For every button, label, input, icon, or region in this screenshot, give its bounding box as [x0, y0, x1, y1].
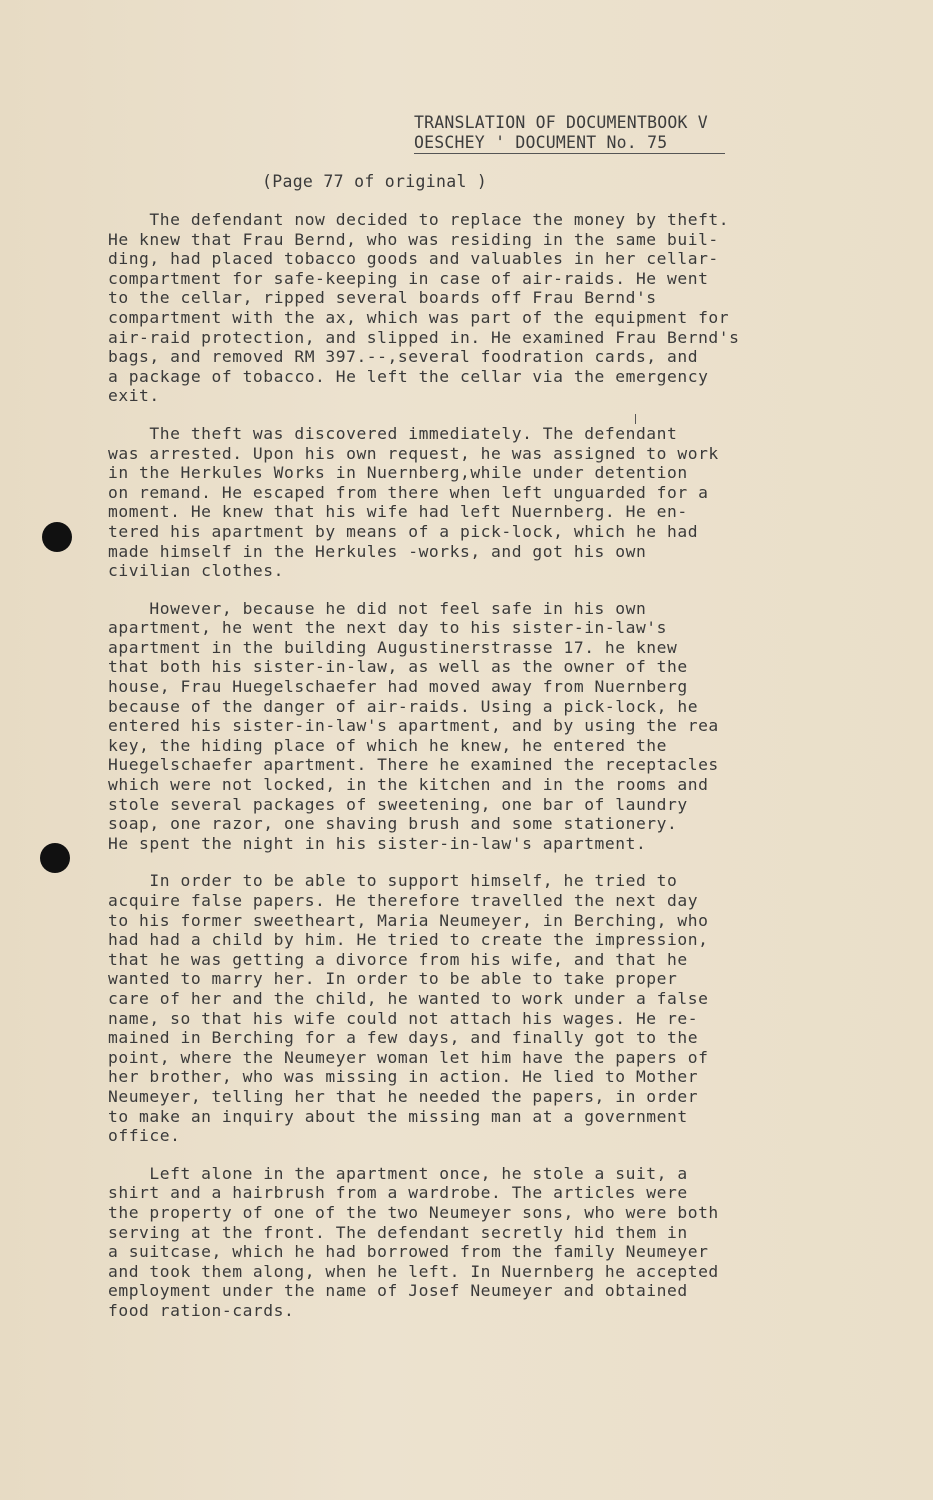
document-body [108, 210, 838, 1338]
paragraph-1: The defendant now decided to replace the money by theft. He knew that Frau Bernd, who was residing in the same buil- ding, had placed tobacco goods and valuables in her cellar- compartment for safe-keeping in case of air-raids. He went to the cellar, ripped several boards off Frau Bernd's compartment with the ax, which was part of the equipment for air-raid protection, and slipped in. He examined Frau Bernd's bags, and removed RM 397.--,several foodration cards, and a package of tobacco. He left the cellar via the emergency exit. [108, 210, 740, 406]
paragraph-3: However, because he did not feel safe in his own apartment, he went the next day to his sister-in-law's apartment in the building Augustinerstrasse 17. he knew that both his sister-in-law, as well as the owner of the house, Frau Huegelschaefer had moved away from Nuernberg because of the danger of air-raids. Using a pick-lock, he entered his sister-in-law's apartment, and by using the rea key, the hiding place of which he knew, he entered the Huegelschaefer apartment. There he examined the receptacles which were not locked, in the kitchen and in the rooms and stole several packages of sweetening, one bar of laundry soap, one razor, one shaving brush and some stationery. He spent the night in his sister-in-law's apartment. [108, 598, 719, 853]
page-reference: (Page 77 of original ) [262, 172, 488, 191]
paragraph-4: In order to be able to support himself, he tried to acquire false papers. He therefore travelled the next day to his former sweetheart, Maria Neumeyer, in Berching, who had had a child by him. He tried to create the impression, that he was getting a divorce from his wife, and that he wanted to marry her. In order to be able to take proper care of her and the child, he wanted to work under a false name, so that his wife could not attach his wages. He re- mained in Berching for a few days, and finally got to the point, where the Neumeyer woman let him have the papers of her brother, who was missing in action. He lied to Mother Neumeyer, telling her that he needed the papers, in order to make an inquiry about the missing man at a government office. [108, 871, 709, 1146]
header-title: TRANSLATION OF DOCUMENTBOOK V [414, 113, 708, 132]
header-document-number: OESCHEY ' DOCUMENT No. 75 [414, 133, 725, 154]
paragraph-5: Left alone in the apartment once, he stole a suit, a shirt and a hairbrush from a wardrobe. The articles were the property of one of the two Neumeyer sons, who were both serving at the front. The defendant secretly hid them in a suitcase, which he had borrowed from the family Neumeyer and took them along, when he left. In Nuernberg he accepted employment under the name of Josef Neumeyer and obtained food ration-cards. [108, 1163, 719, 1320]
binder-hole-upper [42, 522, 72, 552]
binder-hole-lower [40, 843, 70, 873]
paragraph-2: The theft was discovered immediately. The defendant was arrested. Upon his own request, he was assigned to work in the Herkules Works in Nuernberg,while under detention on remand. He escaped from there when left unguarded for a moment. He knew that his wife had left Nuernberg. He en- tered his apartment by means of a pick-lock, which he had made himself in the Herkules -works, and got his own civilian clothes. [108, 423, 719, 581]
document-header [414, 113, 725, 154]
